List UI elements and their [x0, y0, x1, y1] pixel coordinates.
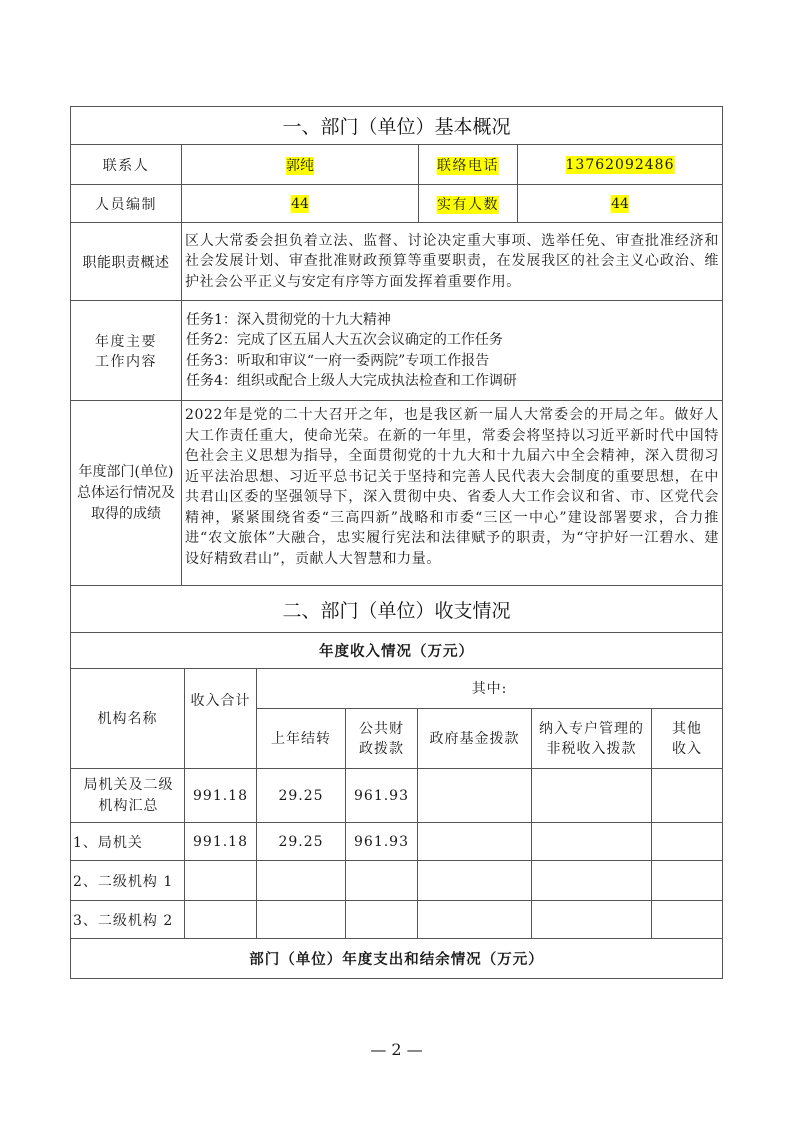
cell-total: 991.18	[185, 769, 257, 823]
tasks-label	[71, 301, 182, 401]
income-title: 年度收入情况（万元）	[71, 633, 723, 669]
header-total: 收入合计	[185, 669, 257, 769]
cell-carryover	[257, 901, 346, 939]
expense-title: 部门（单位）年度支出和结余情况（万元）	[71, 939, 723, 979]
cell-nontax	[532, 769, 652, 823]
performance-label-line1: 年度部门(单位)	[78, 463, 174, 480]
cell-public-finance: 961.93	[346, 823, 418, 861]
row-name: 3、二级机构 2	[71, 901, 185, 939]
cell-carryover	[257, 861, 346, 901]
header-org-name: 机构名称	[71, 669, 185, 769]
cell-public-finance: 961.93	[346, 769, 418, 823]
header-of-which: 其中:	[257, 669, 723, 709]
contact-value: 郭纯	[286, 157, 314, 174]
header-other-line2: 收入	[672, 740, 703, 757]
header-public-finance-line2: 政拨款	[359, 740, 404, 757]
cell-total	[185, 861, 257, 901]
header-nontax-line2: 非税收入拨款	[546, 740, 637, 757]
contact-value-cell	[182, 145, 419, 185]
row-name: 1、局机关	[71, 823, 185, 861]
header-other	[652, 709, 723, 769]
staff-quota-cell	[182, 185, 419, 223]
header-nontax-line1: 纳入专户管理的	[539, 720, 644, 737]
staff-actual-label-cell	[419, 185, 518, 223]
staff-actual-cell	[518, 185, 723, 223]
row-name	[71, 769, 185, 823]
staff-quota-value: 44	[291, 195, 309, 212]
duties-label: 职能职责概述	[71, 223, 182, 301]
header-other-line1: 其他	[672, 720, 703, 737]
basic-info-table	[70, 106, 723, 586]
cell-gov-fund	[418, 823, 532, 861]
tasks-list	[182, 301, 723, 401]
table-row	[71, 901, 723, 939]
staff-quota-label: 人员编制	[71, 185, 182, 223]
header-nontax	[532, 709, 652, 769]
task-item: 任务4：组织或配合上级人大完成执法检查和工作调研	[186, 373, 517, 389]
row-name: 2、二级机构 1	[71, 861, 185, 901]
table-row	[71, 769, 723, 823]
phone-label-cell	[419, 145, 518, 185]
task-item: 任务3：听取和审议“一府一委两院”专项工作报告	[186, 352, 490, 369]
cell-other	[652, 901, 723, 939]
header-public-finance	[346, 709, 418, 769]
cell-carryover: 29.25	[257, 823, 346, 861]
cell-other	[652, 861, 723, 901]
row-name-line1: 局机关及二级	[83, 776, 174, 793]
performance-label-line2: 总体运行情况及	[77, 484, 175, 501]
cell-other	[652, 823, 723, 861]
section1-title: 一、部门（单位）基本概况	[71, 107, 723, 145]
cell-gov-fund	[418, 901, 532, 939]
cell-other	[652, 769, 723, 823]
duties-text: 区人大常委会担负着立法、监督、讨论决定重大事项、选举任免、审查批准经济和社会发展计划、审查批准财政预算等重要职责，在发展我区的社会主义心政治、维护社会公平正义与安定有序等方面发挥着重要作用。	[182, 223, 723, 301]
phone-value: 13762092486	[565, 156, 675, 173]
tasks-label-line2: 工作内容	[95, 353, 157, 370]
header-public-finance-line1: 公共财	[359, 720, 404, 737]
cell-carryover: 29.25	[257, 769, 346, 823]
tasks-label-line1: 年度主要	[95, 333, 157, 350]
cell-public-finance	[346, 861, 418, 901]
section2-title: 二、部门（单位）收支情况	[71, 586, 723, 633]
cell-nontax	[532, 901, 652, 939]
row-name-line2: 机构汇总	[98, 797, 159, 814]
task-item: 任务1：深入贯彻党的十九大精神	[186, 311, 391, 328]
phone-label: 联络电话	[437, 157, 499, 174]
cell-nontax	[532, 823, 652, 861]
header-gov-fund: 政府基金拨款	[418, 709, 532, 769]
table-row	[71, 823, 723, 861]
cell-total	[185, 901, 257, 939]
cell-gov-fund	[418, 861, 532, 901]
performance-label	[71, 401, 182, 586]
staff-actual-label: 实有人数	[437, 196, 499, 213]
table-row	[71, 861, 723, 901]
contact-label: 联系人	[71, 145, 182, 185]
cell-total: 991.18	[185, 823, 257, 861]
income-table	[70, 585, 723, 979]
task-item: 任务2：完成了区五届人大五次会议确定的工作任务	[186, 332, 503, 348]
cell-nontax	[532, 861, 652, 901]
cell-gov-fund	[418, 769, 532, 823]
cell-public-finance	[346, 901, 418, 939]
header-carryover: 上年结转	[257, 709, 346, 769]
page-number: — 2 —	[370, 1040, 423, 1059]
performance-text: 2022年是党的二十大召开之年，也是我区新一届人大常委会的开局之年。做好人大工作责任重大，使命光荣。在新的一年里，常委会将坚持以习近平新时代中国特色社会主义思想为指导，全面贯彻党的十九大和十九届六中全会精神，深入贯彻习近平法治思想、习近平总书记关于坚持和完善人民代表大会制度的重要思想，在中共君山区委的坚强领导下，深入贯彻中央、省委人大工作会议和省、市、区党代会精神，紧紧围绕省委“三高四新”战略和市委“三区一中心”建设部署要求，合力推进“农文旅体”大融合，忠实履行宪法和法律赋予的职责，为“守护好一江碧水、建设好精致君山”，贡献人大智慧和力量。	[182, 401, 723, 586]
phone-value-cell	[518, 145, 723, 185]
staff-actual-value: 44	[611, 195, 629, 212]
performance-label-line3: 取得的成绩	[91, 505, 161, 522]
